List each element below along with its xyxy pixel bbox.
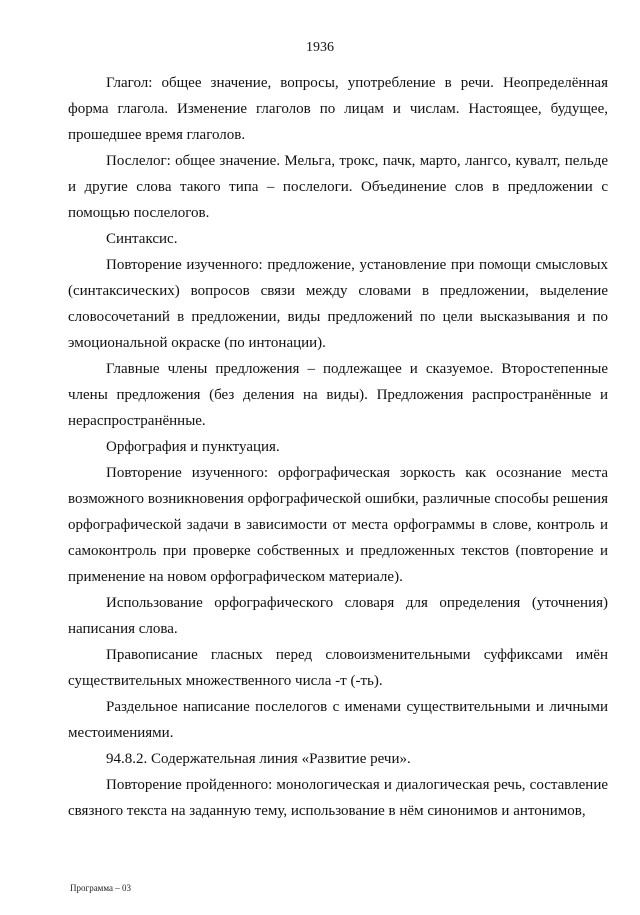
paragraph-orthography-review: Повторение изученного: орфографическая зоркость как осознание места возможного возникновения орфографической ошибки, различные способы решения орфографической задачи в зависимости от места орфограммы в слове, контроль и самоконтроль при проверке собственных и предложенных текстов (повторение и применение на новом орфографическом материале). bbox=[68, 465, 608, 585]
paragraph-syntax-review: Повторение изученного: предложение, установление при помощи смысловых (синтаксических) вопросов связи между словами в предложении, выделение словосочетаний в предложении, виды предложений по цели высказывания и по эмоциональной окраске (по интонации). bbox=[68, 257, 608, 351]
page-body bbox=[68, 70, 608, 824]
section-heading-syntax: Синтаксис. bbox=[106, 231, 178, 247]
page-footer: Программа – 03 bbox=[70, 883, 132, 893]
paragraph-dictionary-use: Использование орфографического словаря для определения (уточнения) написания слова. bbox=[68, 595, 608, 637]
paragraph-separate-writing: Раздельное написание послелогов с именами существительными и личными местоимениями. bbox=[68, 699, 608, 741]
paragraph-sentence-members: Главные члены предложения – подлежащее и сказуемое. Второстепенные члены предложения (без деления на виды). Предложения распространённые и нераспространённые. bbox=[68, 361, 608, 429]
paragraph-postposition: Послелог: общее значение. Мельга, трокс, пачк, марто, лангсо, кувалт, пельде и другие слова такого типа – послелоги. Объединение слов в предложении с помощью послелогов. bbox=[68, 153, 608, 221]
page-number: 1936 bbox=[306, 40, 334, 55]
paragraph-verb: Глагол: общее значение, вопросы, употребление в речи. Неопределённая форма глагола. Изменение глаголов по лицам и числам. Настоящее, будущее, прошедшее время глаголов. bbox=[68, 75, 608, 143]
paragraph-speech-review: Повторение пройденного: монологическая и диалогическая речь, составление связного текста на заданную тему, использование в нём синонимов и антонимов, bbox=[68, 777, 608, 819]
paragraph-vowel-spelling: Правописание гласных перед словоизменительными суффиксами имён существительных множественного числа -т (-ть). bbox=[68, 647, 608, 689]
section-heading-orthography: Орфография и пунктуация. bbox=[106, 439, 280, 455]
section-heading-speech-development: 94.8.2. Содержательная линия «Развитие речи». bbox=[106, 751, 411, 767]
